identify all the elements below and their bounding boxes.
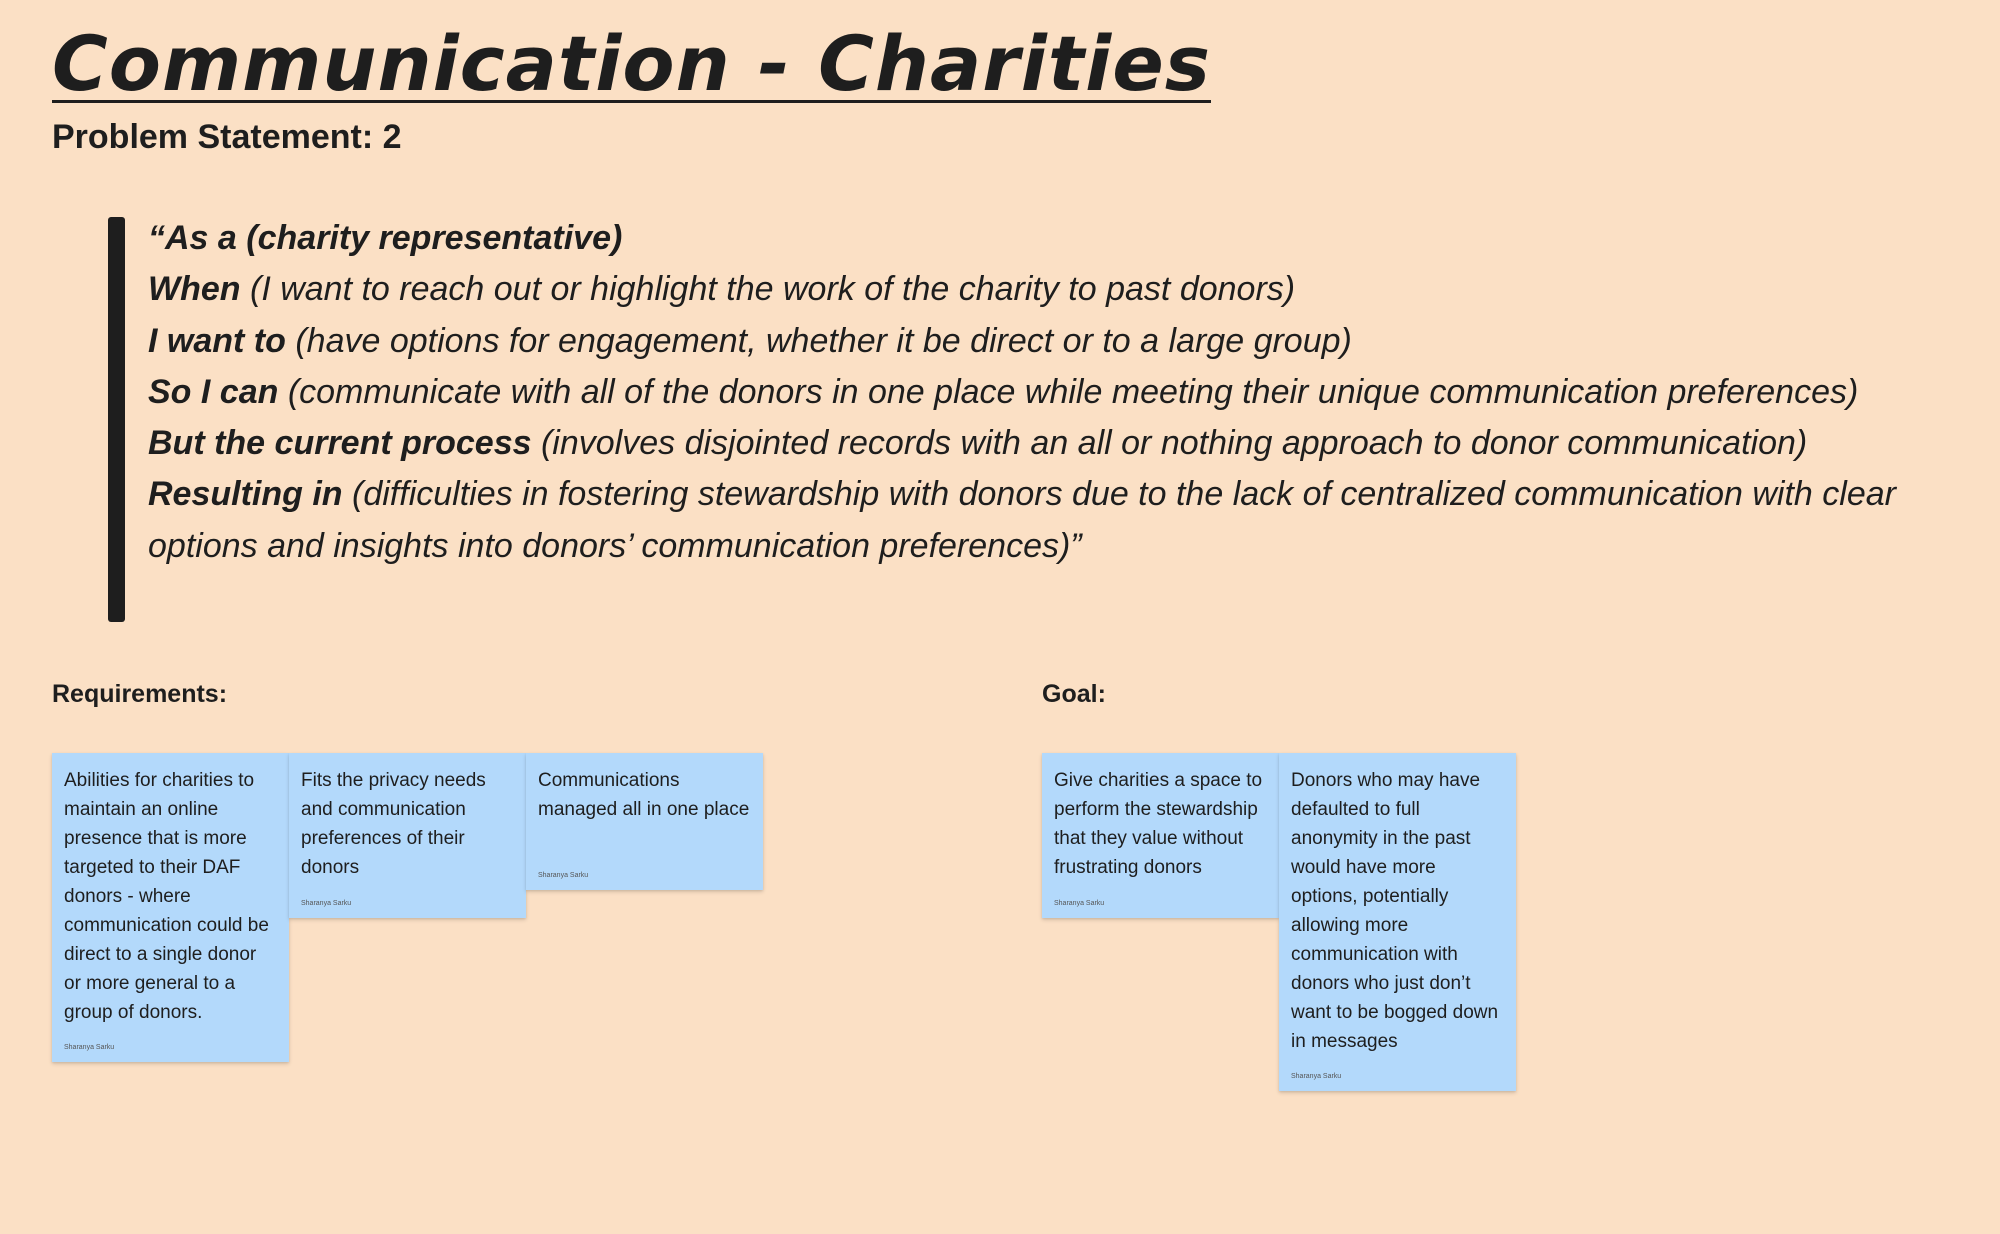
current-process-label: But the current process bbox=[148, 424, 532, 463]
sticky-note-requirement-3[interactable] bbox=[526, 753, 763, 890]
quote-line-current-process bbox=[148, 418, 1968, 469]
sticky-note-author: Sharanya Sarku bbox=[301, 900, 352, 907]
so-i-can-label: So I can bbox=[148, 372, 279, 411]
quote-line-i-want bbox=[148, 316, 1968, 367]
problem-statement-quote[interactable] bbox=[148, 213, 1968, 572]
quote-line-resulting-in bbox=[148, 469, 1968, 572]
page-title: Communication - Charities bbox=[52, 19, 1211, 108]
as-a-text: (charity representative) bbox=[246, 219, 623, 257]
sticky-note-text: Donors who may have defaulted to full anonymity in the past would have more options, potentially allowing more communication with donors who just don’t want to be bogged down in messages bbox=[1291, 770, 1499, 1052]
sticky-note-text: Communications managed all in one place bbox=[538, 770, 750, 820]
sticky-note-text: Abilities for charities to maintain an online presence that is more targeted to their DAF donors - where communication could be direct to a single donor or more general to a group of donors. bbox=[64, 770, 269, 1023]
problem-statement-heading: Problem Statement: 2 bbox=[52, 118, 402, 156]
when-text: (I want to reach out or highlight the work of the charity to past donors) bbox=[250, 270, 1296, 309]
goal-label: Goal: bbox=[1042, 680, 1106, 708]
sticky-note-author: Sharanya Sarku bbox=[1054, 900, 1105, 907]
sticky-note-text: Give charities a space to perform the stewardship that they value without frustrating donors bbox=[1054, 770, 1263, 878]
current-process-text: (involves disjointed records with an all or nothing approach to donor communication) bbox=[540, 424, 1808, 463]
as-a-label: “As a bbox=[148, 219, 237, 257]
quote-bar bbox=[108, 217, 125, 622]
sticky-note-requirement-2[interactable] bbox=[289, 753, 526, 918]
resulting-in-text: (difficulties in fostering stewardship with donors due to the lack of centralized communication with clear options and insights into donors’ communication preferences)” bbox=[148, 475, 1896, 565]
sticky-note-goal-2[interactable] bbox=[1279, 753, 1516, 1091]
resulting-in-label: Resulting in bbox=[148, 475, 343, 514]
quote-line-so-i-can bbox=[148, 367, 1968, 418]
quote-line-when bbox=[148, 264, 1968, 315]
sticky-note-author: Sharanya Sarku bbox=[64, 1044, 115, 1051]
sticky-note-author: Sharanya Sarku bbox=[1291, 1073, 1342, 1080]
sticky-note-author: Sharanya Sarku bbox=[538, 872, 589, 879]
i-want-label: I want to bbox=[148, 321, 286, 360]
sticky-note-requirement-1[interactable] bbox=[52, 753, 289, 1062]
quote-line-as-a bbox=[148, 213, 1968, 264]
when-label: When bbox=[148, 270, 241, 309]
requirements-label: Requirements: bbox=[52, 680, 228, 708]
i-want-text: (have options for engagement, whether it be direct or to a large group) bbox=[295, 321, 1352, 360]
sticky-note-text: Fits the privacy needs and communication preferences of their donors bbox=[301, 770, 486, 878]
sticky-note-goal-1[interactable] bbox=[1042, 753, 1279, 918]
so-i-can-text: (communicate with all of the donors in one place while meeting their unique communication preferences) bbox=[287, 372, 1859, 411]
